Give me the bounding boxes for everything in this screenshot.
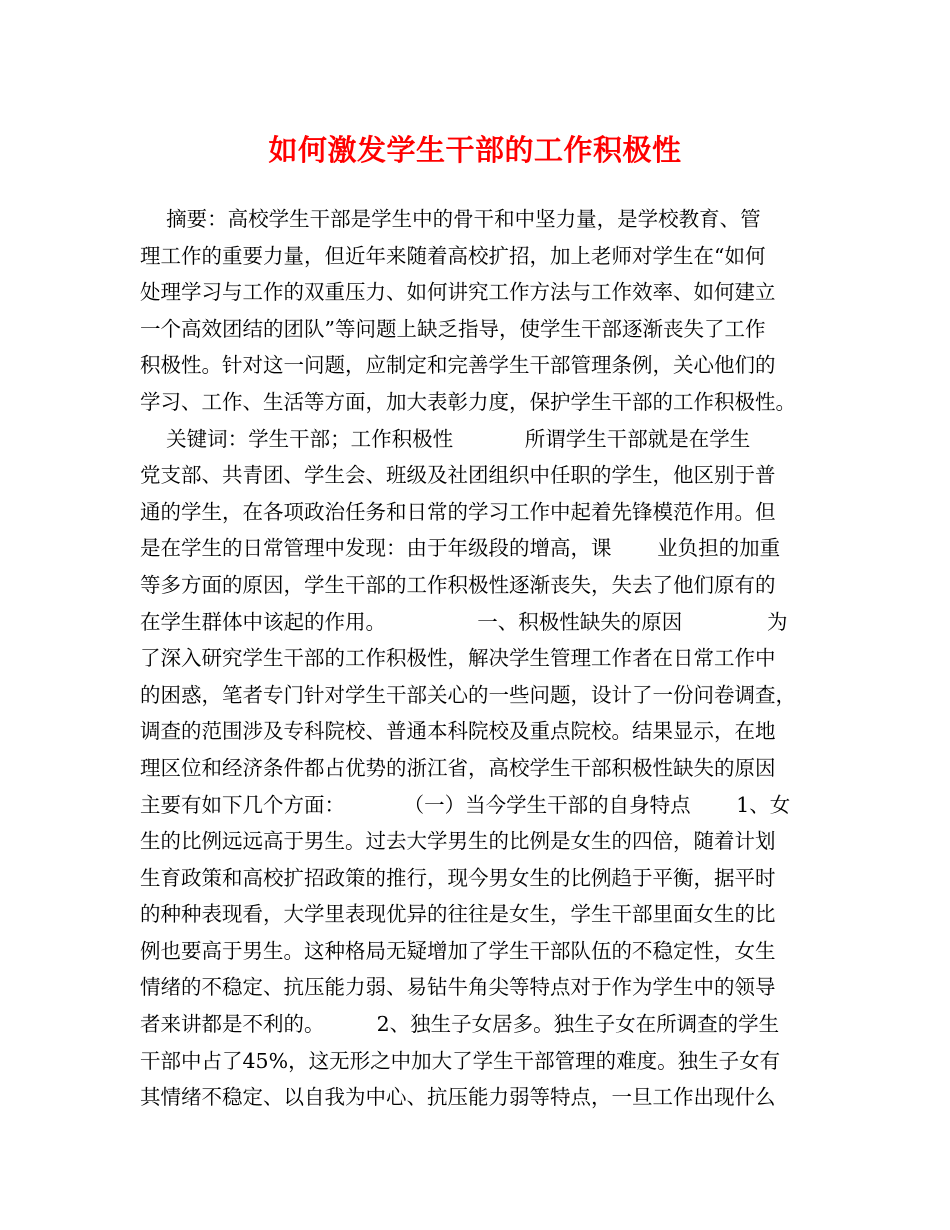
body-line: 生的比例远远高于男生。过去大学男生的比例是女生的四倍，随着计划 — [140, 829, 776, 854]
body-line: 等多方面的原因，学生干部的工作积极性逐渐丧失，失去了他们原有的 — [140, 572, 776, 597]
body-line: 处理学习与工作的双重压力、如何讲究工作方法与工作效率、如何建立 — [140, 280, 776, 305]
body-line: 学习、工作、生活等方面，加大表彰力度，保护学生干部的工作积极性。 — [140, 389, 796, 414]
body-line: 一个高效团结的团队”等问题上缺乏指导，使学生干部逐渐丧失了工作 — [140, 316, 766, 341]
body-line: 的种种表现看，大学里表现优异的往往是女生，学生干部里面女生的比 — [140, 902, 776, 927]
body-line: 调查的范围涉及专科院校、普通本科院校及重点院校。结果显示，在地 — [140, 719, 776, 744]
body-line: 情绪的不稳定、抗压能力弱、易钻牛角尖等特点对于作为学生中的领导 — [140, 975, 776, 1000]
body-line: 理区位和经济条件都占优势的浙江省，高校学生干部积极性缺失的原因 — [140, 755, 776, 780]
body-line: 在学生群体中该起的作用。 一、积极性缺失的原因 为 — [140, 609, 788, 634]
document-title: 如何激发学生干部的工作积极性 — [268, 133, 682, 167]
body-line: 通的学生，在各项政治任务和日常的学习工作中起着先锋模范作用。但 — [140, 499, 776, 524]
body-line: 例也要高于男生。这种格局无疑增加了学生干部队伍的不稳定性，女生 — [140, 938, 776, 963]
document-body — [140, 201, 820, 1116]
body-line: 积极性。针对这一问题，应制定和完善学生干部管理条例，关心他们的 — [140, 353, 776, 378]
body-line: 者来讲都是不利的。 2、独生子女居多。独生子女在所调查的学生 — [140, 1012, 780, 1037]
body-line: 主要有如下几个方面： （一）当今学生干部的自身特点 1、女 — [140, 792, 791, 817]
body-line: 生育政策和高校扩招政策的推行，现今男女生的比例趋于平衡，据平时 — [140, 865, 776, 890]
body-line: 其情绪不稳定、以自我为中心、抗压能力弱等特点，一旦工作出现什么 — [140, 1085, 776, 1110]
body-line: 了深入研究学生干部的工作积极性，解决学生管理工作者在日常工作中 — [140, 646, 776, 671]
body-line: 理工作的重要力量，但近年来随着高校扩招，加上老师对学生在“如何 — [140, 243, 766, 268]
body-line: 摘要：高校学生干部是学生中的骨干和中坚力量，是学校教育、管 — [140, 207, 761, 231]
body-line: 的困惑，笔者专门针对学生干部关心的一些问题，设计了一份问卷调查， — [140, 682, 796, 707]
body-line: 关键词：学生干部；工作积极性 所谓学生干部就是在学生 — [140, 426, 751, 451]
body-line: 党支部、共青团、学生会、班级及社团组织中任职的学生，他区别于普 — [140, 463, 776, 488]
body-line: 是在学生的日常管理中发现：由于年级段的增高，课 业负担的加重 — [140, 536, 781, 561]
body-line: 干部中占了45%，这无形之中加大了学生干部管理的难度。独生子女有 — [140, 1048, 781, 1073]
